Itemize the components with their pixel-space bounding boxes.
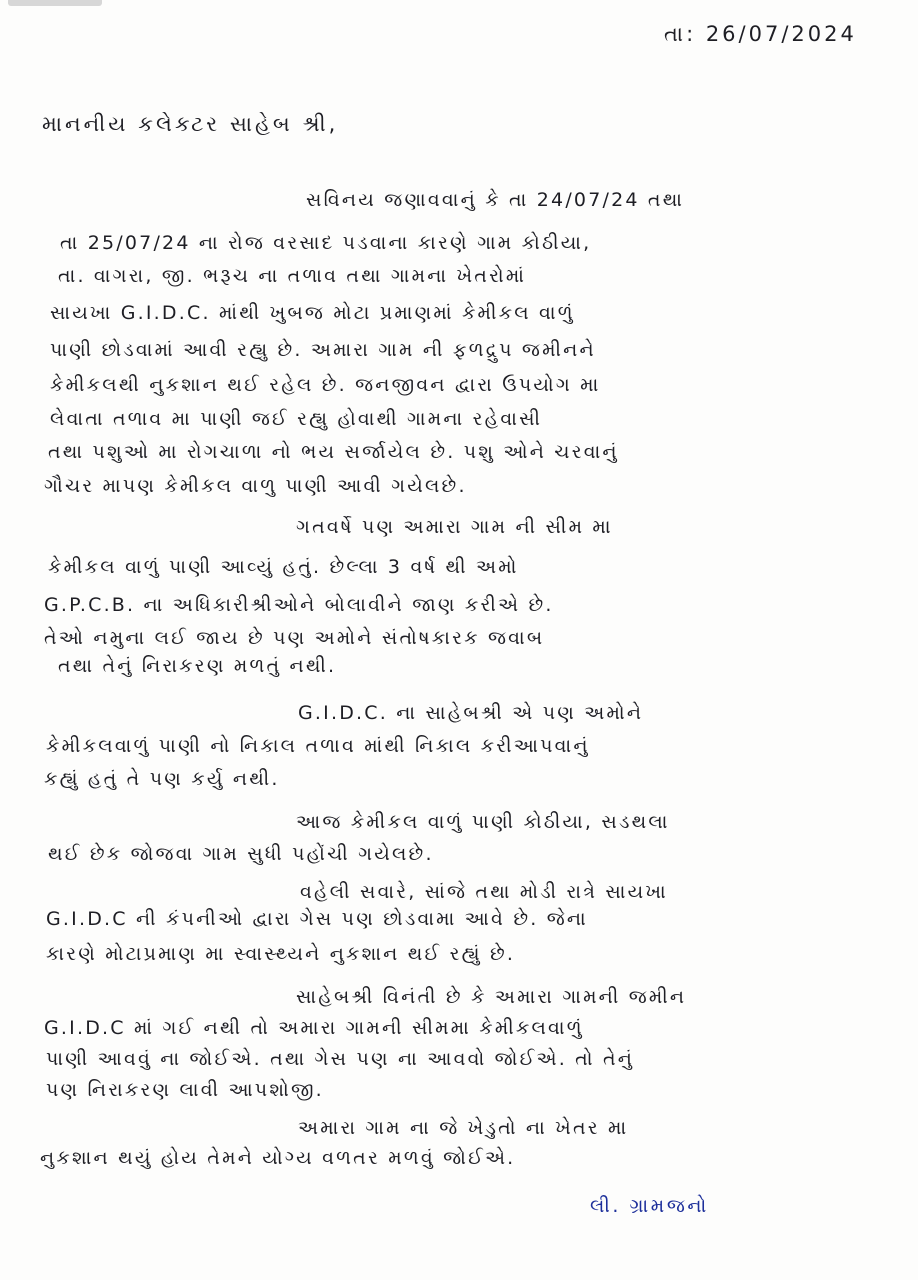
paragraph-1-line-2: તા 25/07/24 ના રોજ વરસાદ પડવાના કારણે ગામ કોઠીયા, — [60, 232, 592, 254]
paragraph-6-line-4: પણ નિરાકરણ લાવી આપશોજી. — [46, 1079, 324, 1101]
paragraph-6-line-1: સાહેબશ્રી વિનંતી છે કે અમારા ગામની જમીન — [296, 986, 687, 1008]
paragraph-1-line-5: પાણી છોડવામાં આવી રહ્યુ છે. અમારા ગામ ની ફળદ્રુપ જમીનને — [50, 339, 596, 361]
signature: લી. ગ્રામજનો — [590, 1195, 709, 1217]
paragraph-4-line-2: થઈ છેક જોજવા ગામ સુધી પહોંચી ગયેલછે. — [48, 843, 434, 865]
paragraph-5-line-2: G.I.D.C ની કંપનીઓ દ્વારા ગેસ પણ છોડવામા આવે છે. જેના — [46, 908, 588, 930]
paragraph-3-line-2: કેમીકલવાળું પાણી નો નિકાલ તળાવ માંથી નિકાલ કરીઆપવાનું — [46, 735, 590, 757]
paragraph-2-line-3: G.P.C.B. ના અધિકારીશ્રીઓને બોલાવીને જાણ કરીએ છે. — [44, 594, 554, 616]
paragraph-3-line-3: કહ્યું હતું તે પણ કર્યુ નથી. — [44, 768, 280, 790]
paragraph-2-line-2: કેમીકલ વાળું પાણી આવ્યું હતું. છેલ્લા 3 વર્ષ થી અમો — [48, 556, 519, 578]
paragraph-1-line-8: તથા પશુઓ મા રોગચાળા નો ભય સર્જાયેલ છે. પશુ ઓને ચરવાનું — [48, 441, 619, 463]
paragraph-6-line-3: પાણી આવવું ના જોઈએ. તથા ગેસ પણ ના આવવો જોઈએ. તો તેનું — [46, 1048, 635, 1070]
paragraph-2-line-1: ગતવર્ષે પણ અમારા ગામ ની સીમ મા — [296, 516, 613, 538]
paragraph-1-line-6: કેમીકલથી નુકશાન થઈ રહેલ છે. જનજીવન દ્વારા ઉપયોગ મા — [50, 374, 601, 396]
paragraph-2-line-5: તથા તેનું નિરાકરણ મળતું નથી. — [58, 655, 337, 677]
scan-edge-mark — [8, 0, 102, 6]
paragraph-1-line-4: સાયખા G.I.D.C. માંથી ખુબજ મોટા પ્રમાણમાં કેમીકલ વાળું — [50, 302, 575, 324]
paragraph-1-line-3: તા. વાગરા, જી. ભરૂચ ના તળાવ તથા ગામના ખેતરોમાં — [58, 265, 527, 287]
paragraph-4-line-1: આજ કેમીકલ વાળું પાણી કોઠીયા, સડથલા — [296, 811, 670, 833]
paragraph-1-line-7: લેવાતા તળાવ મા પાણી જઈ રહ્યુ હોવાથી ગામના રહેવાસી — [50, 408, 543, 430]
salutation: માનનીય કલેક્ટર સાહેબ શ્રી, — [42, 112, 339, 136]
paragraph-5-line-3: કારણે મોટાપ્રમાણ મા સ્વાસ્થ્યને નુકશાન થઈ રહ્યું છે. — [46, 943, 516, 965]
paragraph-1-line-1: સવિનય જણાવવાનું કે તા 24/07/24 તથા — [306, 189, 685, 211]
paragraph-7-line-2: નુકશાન થયું હોય તેમને યોગ્ય વળતર મળવું જોઈએ. — [40, 1147, 516, 1169]
paragraph-2-line-4: તેઓ નમુના લઈ જાય છે પણ અમોને સંતોષકારક જવાબ — [44, 627, 545, 649]
paragraph-6-line-2: G.I.D.C માં ગઈ નથી તો અમારા ગામની સીમમા કેમીકલવાળું — [44, 1017, 584, 1039]
paragraph-5-line-1: વહેલી સવારે, સાંજે તથા મોડી રાત્રે સાયખા — [300, 881, 668, 903]
paragraph-7-line-1: અમારા ગામ ના જે ખેડુતો ના ખેતર મા — [298, 1117, 629, 1139]
paragraph-1-line-9: ગૌચર માપણ કેમીકલ વાળુ પાણી આવી ગયેલછે. — [44, 475, 467, 497]
paragraph-3-line-1: G.I.D.C. ના સાહેબશ્રી એ પણ અમોને — [298, 702, 644, 724]
letter-date: તા: 26/07/2024 — [664, 22, 857, 46]
